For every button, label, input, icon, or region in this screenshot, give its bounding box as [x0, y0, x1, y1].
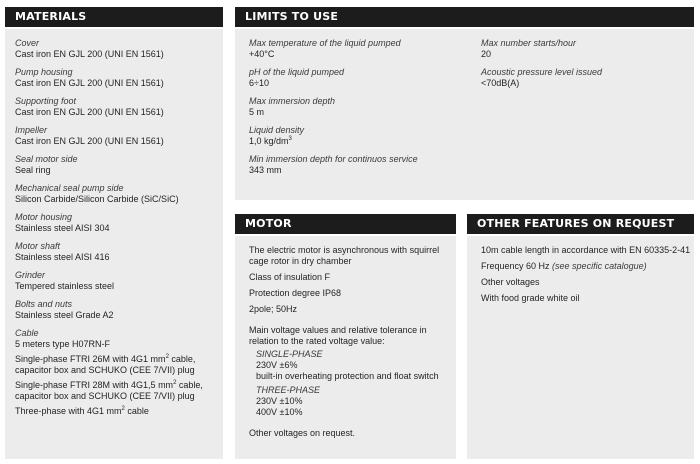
item-label: Mechanical seal pump side — [15, 183, 124, 193]
motor-description: The electric motor is asynchronous with squirrel cage rotor in dry chamber — [249, 245, 440, 266]
materials-item — [15, 67, 220, 89]
item-value: Tempered stainless steel — [15, 281, 115, 291]
limit-item — [249, 154, 474, 176]
feature-note: (see specific catalogue) — [552, 261, 647, 271]
item-label: Bolts and nuts — [15, 299, 73, 309]
other-features-list — [481, 245, 692, 309]
item-label: Acoustic pressure level issued — [481, 67, 603, 77]
item-label: Max number starts/hour — [481, 38, 577, 48]
cable-text: Single-phase FTRI 28M with 4G1,5 mm — [15, 380, 174, 390]
cable-line — [15, 380, 220, 391]
item-label: Max immersion depth — [249, 96, 336, 106]
item-value: 343 mm — [249, 165, 282, 175]
limit-item — [249, 38, 474, 60]
cable-line — [15, 354, 220, 365]
single-phase-voltage: 230V ±6% — [256, 360, 298, 370]
cable-label: Cable — [15, 328, 39, 338]
item-label: Max temperature of the liquid pumped — [249, 38, 401, 48]
item-value: Stainless steel AISI 416 — [15, 252, 110, 262]
item-value: +40°C — [249, 49, 275, 59]
motor-title: MOTOR — [245, 217, 292, 230]
cable-text: cable, — [176, 380, 203, 390]
item-label: pH of the liquid pumped — [249, 67, 345, 77]
item-label: Liquid density — [249, 125, 305, 135]
feature-item — [481, 245, 692, 256]
cable-line: capacitor box and SCHUKO (CEE 7/VII) plug — [15, 391, 195, 401]
limits-left-list — [249, 38, 474, 183]
item-label: Supporting foot — [15, 96, 77, 106]
limit-item — [481, 38, 686, 60]
motor-protection: Protection degree IP68 — [249, 288, 342, 298]
feature-text: Frequency 60 Hz — [481, 261, 553, 271]
feature-text: Other voltages — [481, 277, 540, 287]
materials-item — [15, 154, 220, 176]
item-value: Cast iron EN GJL 200 (UNI EN 1561) — [15, 49, 164, 59]
density-value: 1,0 kg/dm — [249, 136, 289, 146]
motor-poles: 2pole; 50Hz — [249, 304, 298, 314]
materials-title: MATERIALS — [15, 10, 87, 23]
item-value: Seal ring — [15, 165, 51, 175]
materials-item — [15, 241, 220, 263]
limits-right-list — [481, 38, 686, 96]
superscript: 2 — [173, 380, 177, 386]
limits-header — [235, 7, 694, 27]
materials-header — [5, 7, 223, 27]
item-value: 5 m — [249, 107, 265, 117]
cable-line: capacitor box and SCHUKO (CEE 7/VII) plug — [15, 365, 195, 375]
materials-item — [15, 299, 220, 321]
item-label: Motor housing — [15, 212, 73, 222]
limit-item — [249, 67, 474, 89]
item-value: Silicon Carbide/Silicon Carbide (SiC/SiC) — [15, 194, 179, 204]
motor-content — [249, 245, 449, 439]
limit-item — [249, 96, 474, 118]
item-label: Impeller — [15, 125, 48, 135]
cable-text: cable — [124, 406, 149, 416]
cable-text: Single-phase FTRI 26M with 4G1 mm — [15, 354, 166, 364]
motor-header — [235, 214, 456, 234]
item-value — [249, 136, 474, 147]
materials-list — [15, 38, 220, 417]
superscript: 3 — [288, 136, 292, 142]
feature-item — [481, 293, 692, 304]
item-label: Cover — [15, 38, 40, 48]
item-label: Seal motor side — [15, 154, 78, 164]
three-phase-label: THREE-PHASE — [256, 385, 321, 395]
cable-section — [15, 328, 220, 417]
cable-line: 5 meters type H07RN-F — [15, 339, 111, 349]
superscript: 2 — [121, 406, 125, 412]
materials-item — [15, 96, 220, 118]
single-phase-note: built-in overheating protection and float switch — [256, 371, 439, 381]
item-value: Cast iron EN GJL 200 (UNI EN 1561) — [15, 136, 164, 146]
item-label: Motor shaft — [15, 241, 61, 251]
item-value: Stainless steel AISI 304 — [15, 223, 110, 233]
materials-item — [15, 183, 220, 205]
item-value: Cast iron EN GJL 200 (UNI EN 1561) — [15, 107, 164, 117]
item-value: Cast iron EN GJL 200 (UNI EN 1561) — [15, 78, 164, 88]
limit-item — [481, 67, 686, 89]
motor-insulation: Class of insulation F — [249, 272, 331, 282]
feature-item — [481, 261, 692, 272]
item-label: Min immersion depth for continuos service — [249, 154, 418, 164]
three-phase-voltage: 230V ±10% — [256, 396, 303, 406]
item-label: Pump housing — [15, 67, 73, 77]
materials-item — [15, 38, 220, 60]
item-label: Grinder — [15, 270, 46, 280]
feature-text: With food grade white oil — [481, 293, 580, 303]
cable-line — [15, 406, 220, 417]
three-phase-voltage: 400V ±10% — [256, 407, 303, 417]
materials-item — [15, 270, 220, 292]
item-value: <70dB(A) — [481, 78, 520, 88]
cable-text: cable, — [168, 354, 196, 364]
other-features-title: OTHER FEATURES ON REQUEST — [477, 217, 675, 230]
item-value: 20 — [481, 49, 492, 59]
superscript: 2 — [165, 354, 169, 360]
single-phase-label: SINGLE-PHASE — [256, 349, 323, 359]
limit-item — [249, 125, 474, 147]
limits-title: LIMITS TO USE — [245, 10, 339, 23]
materials-item — [15, 212, 220, 234]
feature-text: 10m cable length in accordance with EN 60335-2-41 — [481, 245, 691, 255]
voltage-intro: Main voltage values and relative tolerance in relation to the rated voltage value: — [249, 325, 427, 346]
materials-item — [15, 125, 220, 147]
item-value: 6÷10 — [249, 78, 269, 88]
item-value: Stainless steel Grade A2 — [15, 310, 114, 320]
motor-other-voltages: Other voltages on request. — [249, 428, 356, 438]
feature-item — [481, 277, 692, 288]
cable-text: Three-phase with 4G1 mm — [15, 406, 122, 416]
other-features-header — [467, 214, 694, 234]
single-phase-block — [249, 349, 449, 418]
